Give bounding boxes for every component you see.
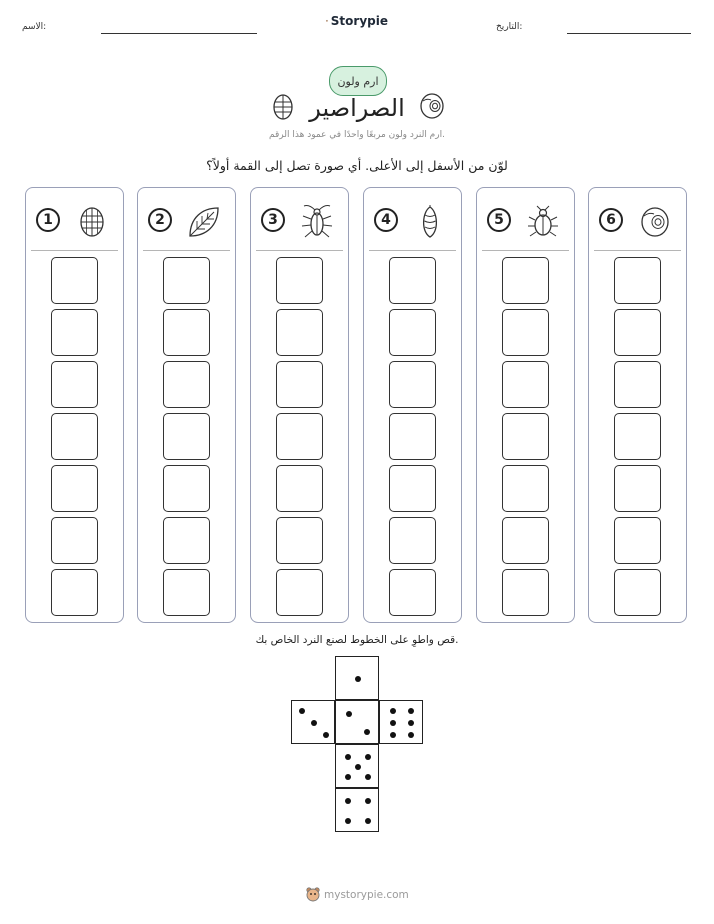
column-number: 3 <box>261 208 285 232</box>
snail-shell-icon <box>637 204 673 240</box>
dice-face-6 <box>379 700 423 744</box>
instruction-subtitle: ارم النرد ولون مربعًا واحدًا في عمود هذا الرقم. <box>269 130 445 140</box>
column-number: 4 <box>374 208 398 232</box>
brand-logo <box>326 12 388 30</box>
column-1 <box>25 187 124 623</box>
color-square[interactable] <box>51 361 98 408</box>
color-square[interactable] <box>276 465 323 512</box>
column-number: 2 <box>148 208 172 232</box>
color-square[interactable] <box>389 413 436 460</box>
color-square[interactable] <box>614 517 661 564</box>
column-number: 6 <box>599 208 623 232</box>
color-square[interactable] <box>276 361 323 408</box>
dice-pip <box>390 708 396 714</box>
egg-case-icon <box>74 204 110 240</box>
column-divider <box>256 250 343 251</box>
color-square[interactable] <box>51 309 98 356</box>
color-square[interactable] <box>276 569 323 616</box>
color-square[interactable] <box>614 413 661 460</box>
color-square[interactable] <box>389 517 436 564</box>
color-square[interactable] <box>614 309 661 356</box>
color-square[interactable] <box>502 465 549 512</box>
dice-pip <box>408 732 414 738</box>
column-5 <box>476 187 575 623</box>
color-square[interactable] <box>502 569 549 616</box>
column-number: 1 <box>36 208 60 232</box>
mascot-icon <box>306 887 320 903</box>
dice-pip <box>345 798 351 804</box>
dice-pip <box>311 720 317 726</box>
column-2 <box>137 187 236 623</box>
egg-case-icon <box>271 92 295 122</box>
color-square[interactable] <box>614 465 661 512</box>
footer-url: mystorypie.com <box>324 889 409 901</box>
column-divider <box>594 250 681 251</box>
color-square[interactable] <box>51 413 98 460</box>
column-divider <box>143 250 230 251</box>
footer-brand <box>306 886 410 904</box>
dice-pip <box>299 708 305 714</box>
dice-face-3 <box>291 700 335 744</box>
activity-badge: ارم ولون <box>329 66 387 96</box>
dice-pip <box>346 711 352 717</box>
dice-pip <box>355 764 361 770</box>
color-square[interactable] <box>614 361 661 408</box>
color-square[interactable] <box>276 517 323 564</box>
snail-shell-icon <box>419 92 445 120</box>
dice-pip <box>408 708 414 714</box>
dice-pip <box>323 732 329 738</box>
dice-pip <box>355 676 361 682</box>
color-square[interactable] <box>51 517 98 564</box>
dice-face-2 <box>335 700 379 744</box>
beetle-icon <box>525 204 561 240</box>
dice-pip <box>365 754 371 760</box>
color-square[interactable] <box>163 569 210 616</box>
dice-face-5 <box>335 744 379 788</box>
color-square[interactable] <box>163 361 210 408</box>
dice-pip <box>365 798 371 804</box>
dice-pip <box>365 774 371 780</box>
color-square[interactable] <box>276 413 323 460</box>
dice-pip <box>365 818 371 824</box>
color-square[interactable] <box>614 257 661 304</box>
color-square[interactable] <box>51 465 98 512</box>
column-divider <box>482 250 569 251</box>
dice-pip <box>390 732 396 738</box>
mascot-icon <box>326 13 328 29</box>
column-6 <box>588 187 687 623</box>
page-title: الصراصير <box>309 94 405 122</box>
color-square[interactable] <box>502 257 549 304</box>
color-square[interactable] <box>614 569 661 616</box>
color-square[interactable] <box>276 309 323 356</box>
column-divider <box>369 250 456 251</box>
name-line[interactable] <box>101 33 257 34</box>
color-square[interactable] <box>502 309 549 356</box>
brand-name: Storypie <box>330 14 388 28</box>
color-square[interactable] <box>51 569 98 616</box>
color-square[interactable] <box>163 257 210 304</box>
color-square[interactable] <box>389 309 436 356</box>
dice-face-4 <box>335 788 379 832</box>
color-square[interactable] <box>389 257 436 304</box>
color-square[interactable] <box>51 257 98 304</box>
cocoon-icon <box>412 204 448 240</box>
cockroach-icon <box>299 204 335 240</box>
name-label: الاسم: <box>22 22 47 32</box>
color-square[interactable] <box>389 361 436 408</box>
dice-pip <box>408 720 414 726</box>
color-square[interactable] <box>502 413 549 460</box>
column-4 <box>363 187 462 623</box>
color-square[interactable] <box>389 465 436 512</box>
dice-pip <box>390 720 396 726</box>
color-square[interactable] <box>502 517 549 564</box>
dice-pip <box>364 729 370 735</box>
color-square[interactable] <box>163 517 210 564</box>
color-square[interactable] <box>163 465 210 512</box>
color-square[interactable] <box>502 361 549 408</box>
dice-pip <box>345 754 351 760</box>
column-number: 5 <box>487 208 511 232</box>
color-square[interactable] <box>163 413 210 460</box>
column-3 <box>250 187 349 623</box>
dice-face-1 <box>335 656 379 700</box>
cut-instruction: قص واطوِ على الخطوط لصنع النرد الخاص بك. <box>255 634 459 646</box>
color-square[interactable] <box>389 569 436 616</box>
dice-pip <box>345 818 351 824</box>
color-square[interactable] <box>276 257 323 304</box>
leaf-icon <box>186 204 222 240</box>
dice-pip <box>345 774 351 780</box>
column-divider <box>31 250 118 251</box>
question-text: لوّن من الأسفل إلى الأعلى. أي صورة تصل إلى القمة أولاً؟ <box>206 158 508 173</box>
color-square[interactable] <box>163 309 210 356</box>
date-line[interactable] <box>567 33 691 34</box>
date-label: التاريخ: <box>496 22 523 32</box>
